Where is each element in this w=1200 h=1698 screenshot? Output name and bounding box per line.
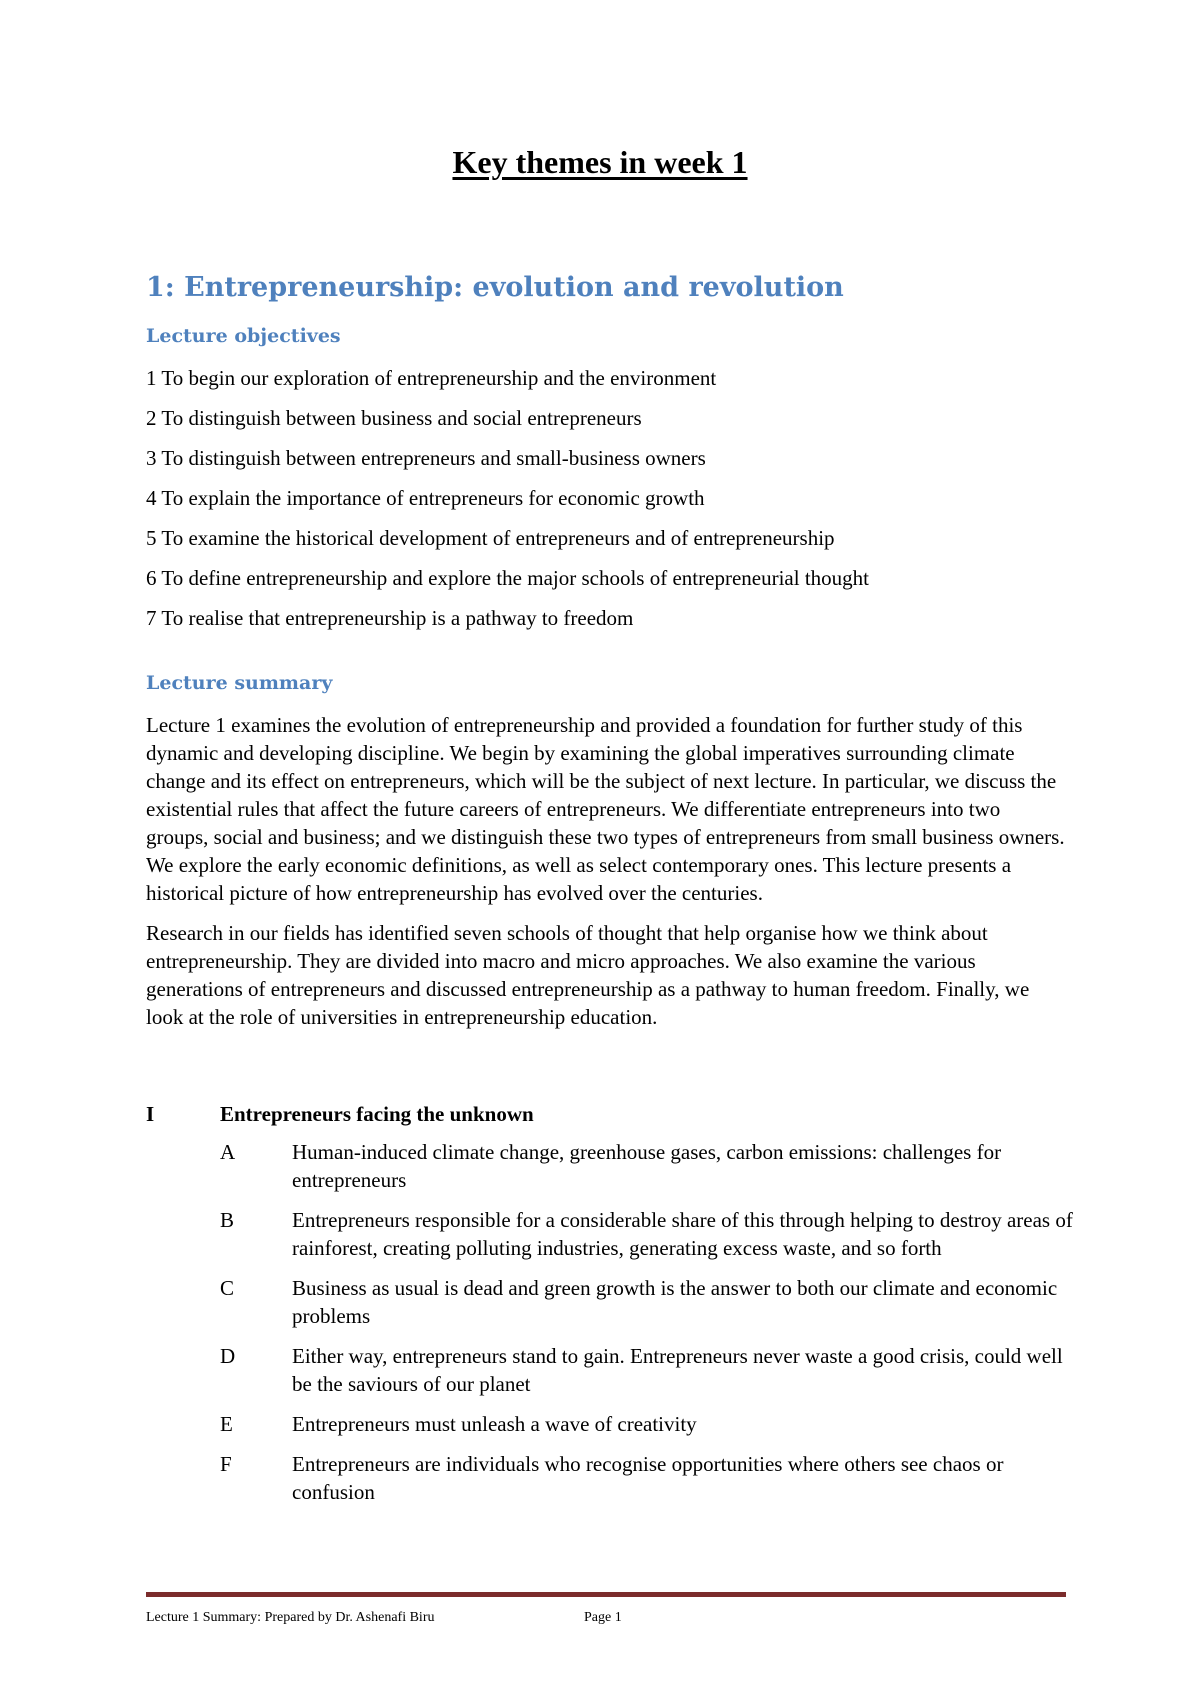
footer-text: Lecture 1 Summary: Prepared by Dr. Ashenafi Biru [146,1610,435,1625]
section-points [146,1138,1076,1518]
footer-divider [146,1592,1066,1597]
point-letter: A [220,1140,236,1164]
section-numeral: I [146,1102,155,1126]
document-title: Key themes in week 1 [452,144,748,180]
point-letter: C [220,1276,235,1300]
list-item [146,1450,1076,1506]
section-heading [146,1100,534,1128]
point-letter: B [220,1208,235,1232]
list-item [146,1410,1076,1438]
list-item [146,1274,1076,1330]
summary-body [146,711,1066,1043]
point-letter: D [220,1344,236,1368]
list-item [146,1138,1076,1194]
list-item: 4 To explain the importance of entrepreneurs for economic growth [146,486,705,510]
list-item: 1 To begin our exploration of entrepreneurship and the environment [146,366,717,390]
point-text: Business as usual is dead and green growth is the answer to both our climate and economic problems [292,1276,1058,1328]
point-text: Human-induced climate change, greenhouse gases, carbon emissions: challenges for entrepreneurs [292,1140,1002,1192]
point-text: Entrepreneurs must unleash a wave of creativity [292,1412,697,1436]
list-item: 5 To examine the historical development of entrepreneurs and of entrepreneurship [146,526,835,550]
point-letter: E [220,1412,233,1436]
summary-paragraph: Research in our fields has identified seven schools of thought that help organise how we think about entrepreneurship. They are divided into macro and micro approaches. We also examine the various generations of entrepreneurs and discussed entrepreneurship as a pathway to human freedom. Finally, we look at the role of universities in entrepreneurship education. [146,921,1030,1029]
summary-heading: Lecture summary [146,672,333,694]
list-item: 3 To distinguish between entrepreneurs and small-business owners [146,446,706,470]
list-item: 2 To distinguish between business and social entrepreneurs [146,406,642,430]
list-item [146,1342,1076,1398]
objectives-list [146,364,869,644]
summary-paragraph: Lecture 1 examines the evolution of entrepreneurship and provided a foundation for further study of this dynamic and developing discipline. We begin by examining the global imperatives surrounding climate change and its effect on entrepreneurs, which will be the subject of next lecture. In particular, we discuss the existential rules that affect the future careers of entrepreneurs. We differentiate entrepreneurs into two groups, social and business; and we distinguish these two types of entrepreneurs from small business owners. We explore the early economic definitions, as well as select contemporary ones. This lecture presents a historical picture of how entrepreneurship has evolved over the centuries. [146,713,1065,905]
list-item: 7 To realise that entrepreneurship is a pathway to freedom [146,606,634,630]
point-text: Entrepreneurs are individuals who recognise opportunities where others see chaos or confusion [292,1452,1004,1504]
list-item [146,1206,1076,1262]
page-number: Page 1 [584,1610,622,1625]
objectives-heading: Lecture objectives [146,325,341,347]
point-text: Either way, entrepreneurs stand to gain. Entrepreneurs never waste a good crisis, could well be the saviours of our planet [292,1344,1063,1396]
point-letter: F [220,1452,232,1476]
point-text: Entrepreneurs responsible for a considerable share of this through helping to destroy areas of rainforest, creating polluting industries, generating excess waste, and so forth [292,1208,1073,1260]
section-title: Entrepreneurs facing the unknown [220,1102,534,1126]
list-item: 6 To define entrepreneurship and explore the major schools of entrepreneurial thought [146,566,869,590]
chapter-heading: 1: Entrepreneurship: evolution and revolution [146,272,844,303]
